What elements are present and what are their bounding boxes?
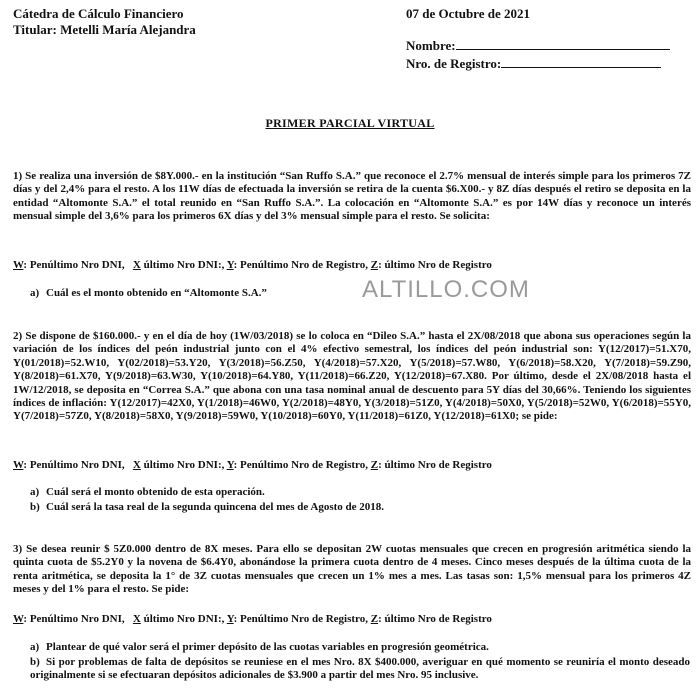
q2-item-b: b) Cuál será la tasa real de la segunda quincena del mes de Agosto de 2018. bbox=[30, 501, 385, 513]
registro-blank[interactable] bbox=[501, 57, 661, 68]
q1-item-a: a) Cuál es el monto obtenido en “Altomonte S.A.” bbox=[30, 287, 267, 299]
q2-item-a: a) Cuál será el monto obtenido de esta operación. bbox=[30, 486, 265, 498]
question-3: 3) Se desea reunir $ 5Z0.000 dentro de 8X meses. Para ello se depositan 2W cuotas mensuales que crecen en progresión aritmética siendo la quinta cuota de $5.2Y0 y la novena de $6.4Y0, abonándose la primera cuota dentro de 4 meses. Cinco meses después de la última cuota de la renta aritmética, se deposita la 1° de 3Z cuotas mensuales que crecen un 1% mes a mes. Las tasas son: 1,5% mensual para los primeros 4Z meses y del 1% para el resto. Se pide: bbox=[13, 543, 691, 596]
exam-title: PRIMER PARCIAL VIRTUAL bbox=[265, 116, 435, 130]
altillo-watermark: ALTILLO.COM bbox=[362, 276, 530, 303]
nombre-label: Nombre: bbox=[406, 38, 456, 53]
nombre-row bbox=[406, 38, 670, 54]
titular-line: Titular: Metelli María Alejandra bbox=[13, 22, 196, 37]
question-2: 2) Se dispone de $160.000.- y en el día de hoy (1W/03/2018) se lo coloca en “Dileo S.A.” hasta el 2X/08/2018 que abona sus operaciones según la variación de los índices del peón industrial junto con el 4% efectivo semestral, los índices del peón industrial son: Y(12/2017)=51.X70, Y(01/2018)=52.W10, Y(02/2018)=53.Y20, Y(3/2018)=56.Z50, Y(4/2018)=57.X20, Y(5/2018)=57.W80, Y(6/2018)=58.X20, Y(7/2018)=59.Z90, Y(8/2018)=61.X70, Y(9/2018)=63.W30, Y(10/2018)=64.Y80, Y(11/2018)=66.Z20, Y(12/2018)=67.X80. Por último, desde el 2X/08/2018 hasta el 1W/12/2018, se deposita en “Correa S.A.” que abona con una tasa nominal anual de descuento para 5Y días del 30,66%. Teniendo los siguientes índices de inflación: Y(12/2017)=42X0, Y(1/2018)=46W0, Y(2/2018)=48Y0, Y(3/2018)=51Z0, Y(4/2018)=50X0, Y(5/2018)=52W0, Y(6/2018)=55Y0, Y(7/2018)=57Z0, Y(8/2018)=58X0, Y(9/2018)=59W0, Y(10/2018)=60Y0, Y(11/2018)=61Z0, Y(12/2018)=61X0; se pide: bbox=[13, 330, 691, 423]
q3-item-a: a) Plantear de qué valor será el primer depósito de las cuotas variables en progresión geométrica. bbox=[30, 641, 489, 653]
legend-1: W: Penúltimo Nro DNI, X último Nro DNI:, Y: Penúltimo Nro de Registro, Z: último Nro de Registro bbox=[13, 259, 492, 271]
q3-item-b: b) Si por problemas de falta de depósitos se reuniese en el mes Nro. 8X $400.000, averiguar en qué momento se reuniría el monto deseado originalmente si se efectuaran depósitos adicionales de $3.900 a partir del mes Nro. 95 inclusive. bbox=[30, 656, 690, 682]
question-1: 1) Se realiza una inversión de $8Y.000.- en la institución “San Ruffo S.A.” que reconoce el 2.7% mensual de interés simple para los primeros 7Z días y del 2,4% para el resto. A los 11W días de efectuada la inversión se retira de la cuenta $6.X00.- y 8Z días después el retiro se deposita en la entidad “Altomonte S.A.” el total reunido en “San Ruffo S.A.”. La colocación en “Altomonte S.A.” es por 14W días y reconoce un interés mensual simple del 3,6% para los primeros 6X días y del 3% mensual simple para el resto. Se solicita: bbox=[13, 170, 691, 223]
nombre-blank[interactable] bbox=[456, 39, 670, 50]
exam-date: 07 de Octubre de 2021 bbox=[406, 6, 530, 21]
catedra-line: Cátedra de Cálculo Financiero bbox=[13, 6, 184, 21]
registro-row bbox=[406, 56, 661, 72]
legend-2: W: Penúltimo Nro DNI, X último Nro DNI:, Y: Penúltimo Nro de Registro, Z: último Nro de Registro bbox=[13, 459, 492, 471]
registro-label: Nro. de Registro: bbox=[406, 56, 502, 71]
legend-3: W: Penúltimo Nro DNI, X último Nro DNI:, Y: Penúltimo Nro de Registro, Z: último Nro de Registro bbox=[13, 613, 492, 625]
